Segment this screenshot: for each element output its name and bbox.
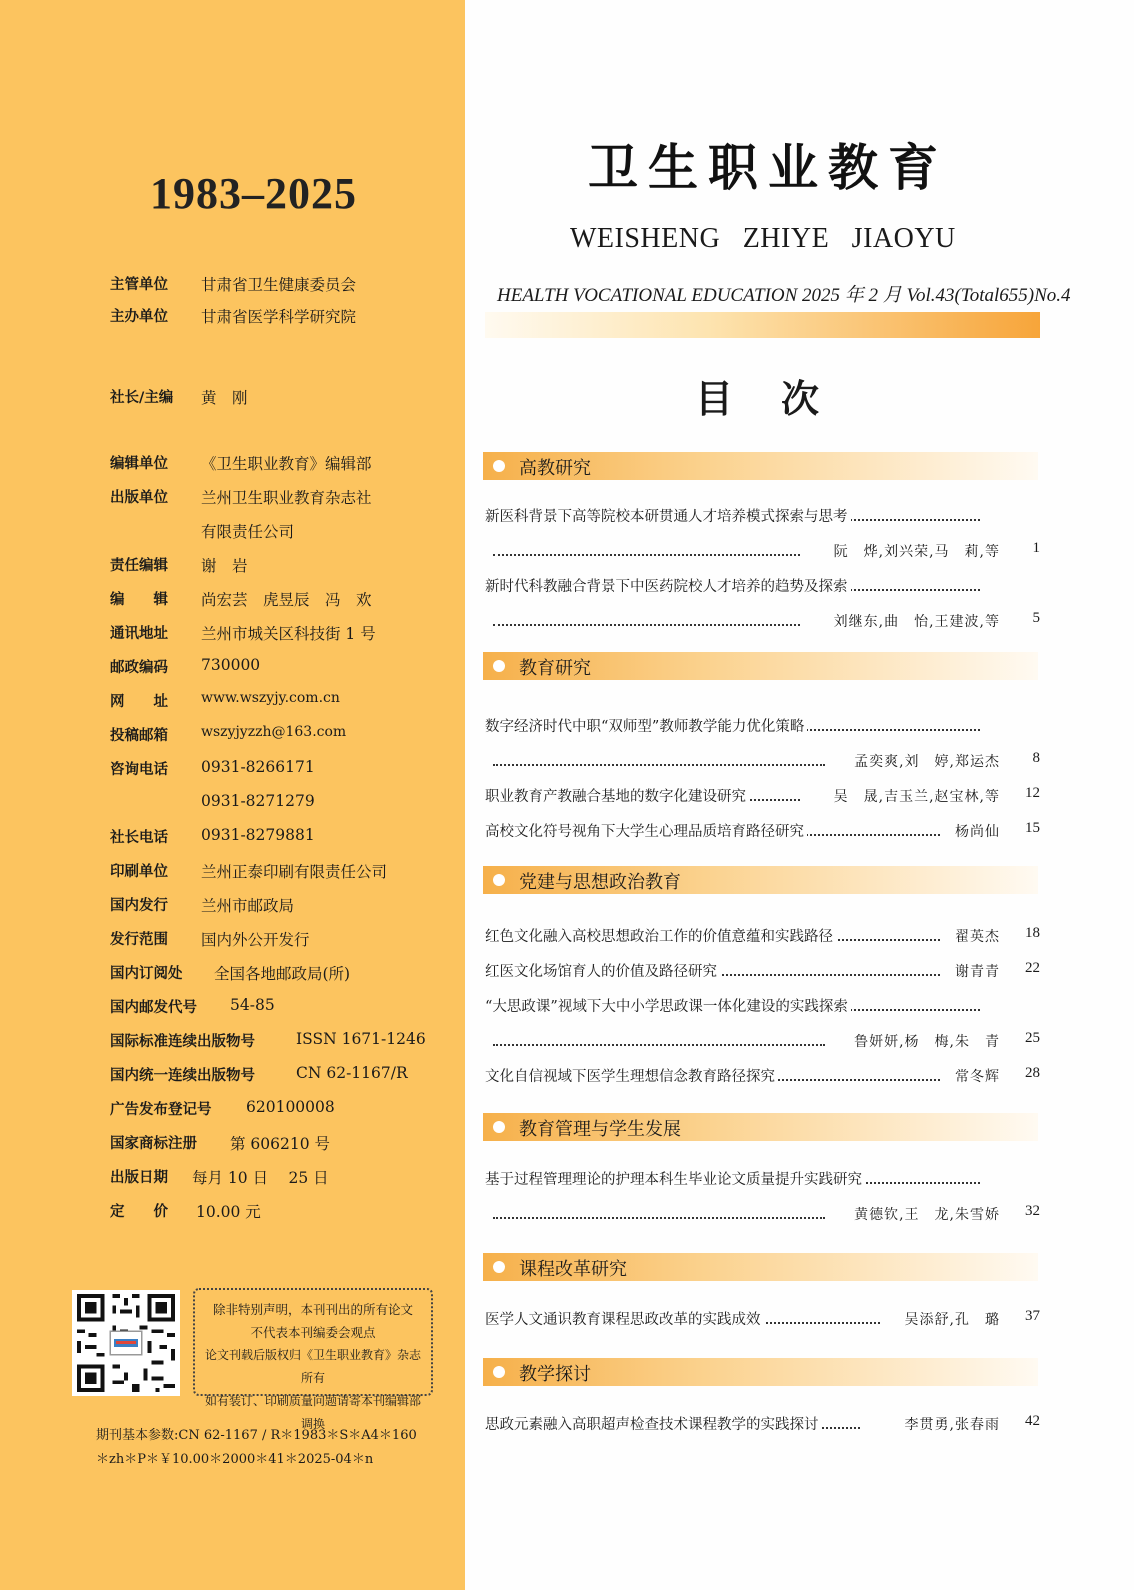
info-key: 社长电话 (110, 830, 168, 846)
section-header (483, 452, 1038, 480)
info-key: 定 价 (110, 1204, 168, 1220)
info-key: 国际标准连续出版物号 (110, 1034, 255, 1050)
article-authors: 翟英杰 (952, 926, 1000, 946)
info-value: 54-85 (230, 996, 275, 1014)
info-value: 《卫生职业教育》编辑部 (201, 455, 372, 473)
journal-title-pinyin: WEISHENG ZHIYE JIAOYU (570, 223, 956, 254)
info-value: 0931-8279881 (201, 826, 315, 844)
info-row (110, 1064, 408, 1085)
toc-entry-cont (485, 1203, 1040, 1225)
section-header (483, 652, 1038, 680)
page-number: 42 (1025, 1413, 1040, 1429)
article-title[interactable]: 基于过程管理理论的护理本科生毕业论文质量提升实践研究 (485, 1168, 865, 1189)
article-title[interactable]: 红医文化场馆育人的价值及路径研究 (485, 960, 720, 981)
section-title: 教学探讨 (519, 1364, 591, 1385)
info-value: 谢 岩 (201, 557, 248, 575)
info-key: 主管单位 (110, 277, 168, 293)
toc-heading: 目次 (695, 376, 868, 421)
article-title[interactable]: “大思政课”视域下大中小学思政课一体化建设的实践探索 (485, 995, 851, 1016)
info-row (110, 1132, 331, 1153)
section-title: 高教研究 (519, 458, 591, 479)
bullet-icon (493, 1366, 505, 1378)
info-key: 国内订阅处 (110, 966, 183, 982)
info-row (110, 273, 357, 294)
notice-line: 除非特别声明，本刊刊出的所有论文 (212, 1302, 413, 1317)
toc-entry-cont (485, 610, 1040, 632)
info-value: 黄 刚 (201, 389, 248, 407)
info-key: 出版单位 (110, 490, 168, 506)
toc-entry-cont (485, 1030, 1040, 1052)
info-row (110, 305, 357, 326)
left-info-panel (0, 0, 465, 1590)
toc-entry[interactable] (485, 925, 1040, 947)
article-title[interactable]: 思政元素融入高职超声检查技术课程教学的实践探讨 (485, 1413, 822, 1434)
toc-entry[interactable] (485, 995, 1040, 1017)
info-key: 印刷单位 (110, 864, 168, 880)
article-title[interactable]: 医学人文通识教育课程思政改革的实践成效 (485, 1308, 764, 1329)
toc-entry[interactable] (485, 575, 1040, 597)
info-key: 网 址 (110, 694, 168, 710)
info-key: 广告发布登记号 (110, 1102, 212, 1118)
info-value: 每月 10 日 25 日 (192, 1169, 329, 1187)
info-row (110, 1166, 329, 1187)
page-number: 18 (1025, 925, 1040, 941)
info-value: www.wszyjy.com.cn (201, 690, 340, 706)
toc-entry[interactable] (485, 1168, 1040, 1190)
section-title: 教育研究 (519, 658, 591, 679)
info-value: 620100008 (246, 1098, 335, 1116)
info-value: 第 606210 号 (230, 1135, 331, 1153)
info-key: 投稿邮箱 (110, 728, 168, 744)
info-row (110, 758, 315, 779)
info-key: 国内邮发代号 (110, 1000, 197, 1016)
notice-line: 如有装订、印刷质量问题请寄本刊编辑部调换 (204, 1394, 421, 1431)
article-authors: 孟奕爽,刘 婷,郑运杰 (851, 751, 1000, 771)
info-row (110, 588, 372, 609)
page-number: 32 (1025, 1203, 1040, 1219)
article-authors: 刘继东,曲 怡,王建波,等 (831, 611, 1000, 631)
info-row (110, 486, 372, 507)
toc-entry[interactable] (485, 1065, 1040, 1087)
toc-entry[interactable] (485, 505, 1040, 527)
info-row (110, 826, 315, 847)
toc-entry-cont (485, 540, 1040, 562)
journal-params: 期刊基本参数:CN 62-1167 / R＊1983＊S＊A4＊160 (96, 1428, 417, 1443)
info-value: 730000 (201, 656, 261, 674)
page-number: 5 (1032, 610, 1040, 626)
article-authors: 谢青青 (952, 961, 1000, 981)
info-value: 国内外公开发行 (201, 931, 310, 949)
article-authors: 吴添舒,孔 璐 (902, 1309, 1000, 1329)
info-value: 尚宏芸 虎昱辰 冯 欢 (201, 591, 372, 609)
info-key: 社长/主编 (110, 390, 174, 406)
info-row (110, 386, 248, 407)
page-number: 1 (1032, 540, 1040, 556)
article-authors: 杨尚仙 (952, 821, 1000, 841)
article-title[interactable]: 职业教育产教融合基地的数字化建设研究 (485, 785, 749, 806)
info-key: 咨询电话 (110, 762, 168, 778)
header-rule (485, 312, 1040, 338)
info-value: ISSN 1671-1246 (296, 1030, 426, 1048)
copyright-notice (193, 1288, 433, 1431)
info-value: 甘肃省医学科学研究院 (201, 308, 357, 326)
notice-line: 不代表本刊编委会观点 (250, 1325, 376, 1340)
info-row (110, 1200, 261, 1221)
info-row (110, 860, 388, 881)
info-value: 0931-8266171 (201, 758, 315, 776)
info-row (110, 928, 310, 949)
section-title: 教育管理与学生发展 (519, 1119, 681, 1140)
info-value: 甘肃省卫生健康委员会 (201, 276, 357, 294)
section-title: 课程改革研究 (519, 1259, 627, 1280)
qr-code-icon[interactable] (72, 1290, 180, 1396)
info-row (110, 690, 340, 711)
bullet-icon (493, 1261, 505, 1273)
info-row (110, 452, 372, 473)
info-value: 0931-8271279 (201, 792, 315, 810)
article-authors: 阮 烨,刘兴荣,马 莉,等 (831, 541, 1000, 561)
notice-line: 论文刊载后版权归《卫生职业教育》杂志所有 (204, 1348, 421, 1385)
bullet-icon (493, 874, 505, 886)
article-title[interactable]: 高校文化符号视角下大学生心理品质培育路径研究 (485, 820, 807, 841)
info-row (110, 554, 248, 575)
page-number: 25 (1025, 1030, 1040, 1046)
journal-title-chinese: 卫生职业教育 (588, 138, 948, 197)
info-key: 国内统一连续出版物号 (110, 1068, 255, 1084)
info-key: 责任编辑 (110, 558, 168, 574)
article-title[interactable]: 数字经济时代中职“双师型”教师教学能力优化策略 (485, 715, 807, 736)
article-authors: 黄德钦,王 龙,朱雪娇 (851, 1204, 1000, 1224)
bullet-icon (493, 460, 505, 472)
journal-title-english: HEALTH VOCATIONAL EDUCATION 2025 年 2 月 Vol.43(Total655)No.4 (497, 285, 1071, 306)
page-number: 8 (1032, 750, 1040, 766)
info-row (110, 962, 351, 983)
section-header (483, 1358, 1038, 1386)
toc-entry[interactable] (485, 1413, 1040, 1435)
info-key: 邮政编码 (110, 660, 168, 676)
page-number: 22 (1025, 960, 1040, 976)
page-number: 12 (1025, 785, 1040, 801)
section-header (483, 866, 1038, 894)
toc-entry[interactable] (485, 960, 1040, 982)
journal-params: ＊zh＊P＊￥10.00＊2000＊41＊2025-04＊n (96, 1452, 374, 1467)
info-value: 兰州市邮政局 (201, 897, 295, 915)
info-key: 国内发行 (110, 898, 168, 914)
info-key: 主办单位 (110, 309, 168, 325)
toc-entry[interactable] (485, 715, 1040, 737)
info-value: 有限责任公司 (201, 523, 295, 541)
article-title[interactable]: 新医科背景下高等院校本研贯通人才培养模式探索与思考 (485, 505, 851, 526)
info-value: 兰州市城关区科技街 1 号 (201, 625, 376, 643)
info-row (110, 1098, 335, 1119)
article-title[interactable]: 红色文化融入高校思想政治工作的价值意蕴和实践路径 (485, 925, 836, 946)
info-row (110, 996, 275, 1017)
info-key: 通讯地址 (110, 626, 168, 642)
toc-entry[interactable] (485, 820, 1040, 842)
info-key: 出版日期 (110, 1170, 168, 1186)
info-row (110, 656, 261, 677)
article-authors: 吴 晟,吉玉兰,赵宝林,等 (831, 786, 1000, 806)
article-title[interactable]: 文化自信视域下医学生理想信念教育路径探究 (485, 1065, 778, 1086)
page-number: 15 (1025, 820, 1040, 836)
page-number: 37 (1025, 1308, 1040, 1324)
info-value: 兰州卫生职业教育杂志社 (201, 489, 372, 507)
info-row (110, 724, 347, 745)
year-range: 1983–2025 (150, 169, 357, 218)
info-value: wszyjyzzh@163.com (201, 724, 347, 740)
bullet-icon (493, 1121, 505, 1133)
info-key: 编辑单位 (110, 456, 168, 472)
bullet-icon (493, 660, 505, 672)
info-row (110, 622, 376, 643)
info-row (110, 1030, 426, 1051)
info-value: 10.00 元 (196, 1203, 261, 1221)
toc-entry[interactable] (485, 1308, 1040, 1330)
article-authors: 李贯勇,张春雨 (902, 1414, 1000, 1434)
info-value: 全国各地邮政局(所) (214, 965, 351, 983)
toc-entry-cont (485, 750, 1040, 772)
info-key: 发行范围 (110, 932, 168, 948)
toc-entry[interactable] (485, 785, 1040, 807)
info-value: CN 62-1167/R (296, 1064, 408, 1082)
page-number: 28 (1025, 1065, 1040, 1081)
info-key: 编 辑 (110, 592, 168, 608)
info-value: 兰州正泰印刷有限责任公司 (201, 863, 388, 881)
article-authors: 鲁妍妍,杨 梅,朱 青 (851, 1031, 1000, 1051)
section-title: 党建与思想政治教育 (519, 872, 681, 893)
section-header (483, 1253, 1038, 1281)
article-title[interactable]: 新时代科教融合背景下中医药院校人才培养的趋势及探索 (485, 575, 851, 596)
info-key: 国家商标注册 (110, 1136, 197, 1152)
section-header (483, 1113, 1038, 1141)
info-row (110, 894, 295, 915)
article-authors: 常冬辉 (952, 1066, 1000, 1086)
